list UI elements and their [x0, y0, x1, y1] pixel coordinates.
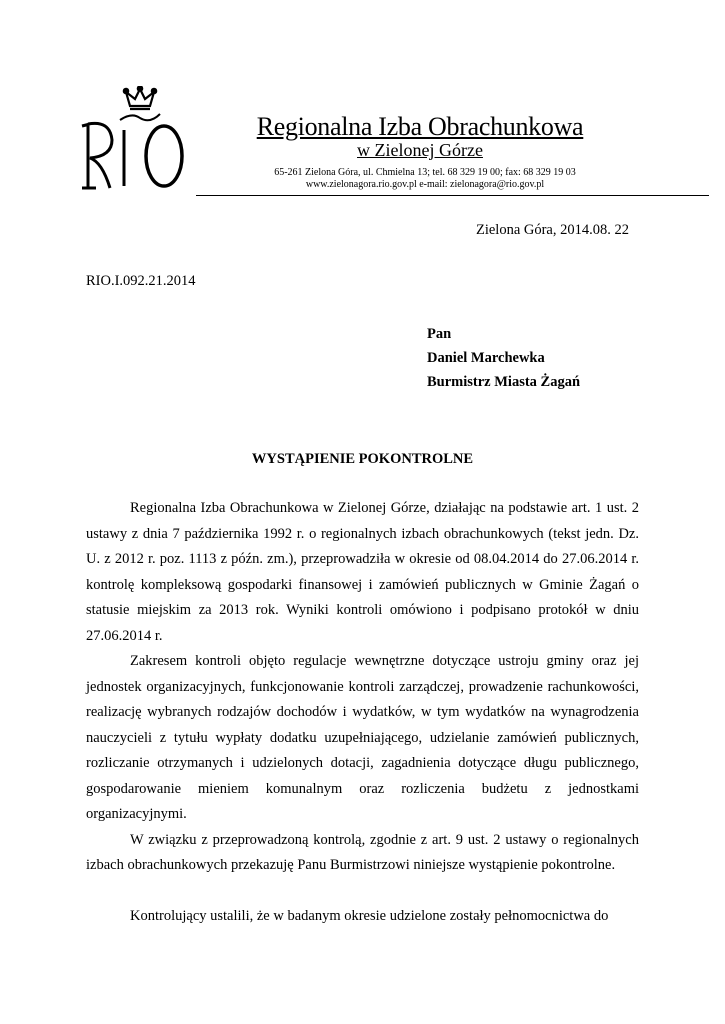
- org-contact: [240, 167, 610, 191]
- body-paragraph: Kontrolujący ustalili, że w badanym okresie udzielone zostały pełnomocnictwa do: [130, 907, 609, 924]
- addressee-line: Daniel Marchewka: [427, 350, 545, 366]
- addressee-line: Pan: [427, 326, 452, 342]
- addressee-line: Burmistrz Miasta Żagań: [427, 374, 581, 390]
- org-name: Regionalna Izba Obrachunkowa: [256, 112, 584, 141]
- web-line: www.zielonagora.rio.gov.pl e-mail: zielonagora@rio.gov.pl: [305, 179, 545, 190]
- addressee-block: [427, 322, 580, 394]
- letter-body: [86, 496, 639, 929]
- letter-date: Zielona Góra, 2014.08. 22: [475, 222, 629, 238]
- reference-number: RIO.I.092.21.2014: [86, 273, 196, 289]
- document-title: WYSTĄPIENIE POKONTROLNE: [251, 451, 474, 467]
- body-paragraph: Regionalna Izba Obrachunkowa w Zielonej Górze, działając na podstawie art. 1 ust. 2 ustawy z dnia 7 października 1992 r. o regionalnych izbach obrachunkowych (tekst jedn. Dz. U. z 2012 r. poz. 1113 z późn. zm.), przeprowadziła w okresie od 08.04.2014 do 27.06.2014 r. kontrolę kompleksową gospodarki finansowej i zamówień publicznych w Gminie Żagań o statusie miejskim za 2013 rok. Wyniki kontroli omówiono i podpisano protokół w dniu 27.06.2014 r.: [86, 500, 639, 644]
- address-line: 65-261 Zielona Góra, ul. Chmielna 13; tel. 68 329 19 00; fax: 68 329 19 03: [274, 167, 576, 178]
- rio-logo: [80, 86, 195, 194]
- body-paragraph: W związku z przeprowadzoną kontrolą, zgodnie z art. 9 ust. 2 ustawy o regionalnych izbach obrachunkowych przekazuję Panu Burmistrzowi niniejsze wystąpienie pokontrolne.: [86, 831, 639, 873]
- header-divider: [196, 195, 709, 196]
- crown-icon: [124, 86, 156, 109]
- org-subtitle: w Zielonej Górze: [357, 140, 483, 160]
- body-paragraph: Zakresem kontroli objęto regulacje wewnętrzne dotyczące ustroju gminy oraz jej jednostek organizacyjnych, funkcjonowanie kontroli zarządczej, prowadzenie rachunkowości, realizację wybranych rodzajów dochodów i wydatków, w tym wydatków na wynagrodzenia nauczycieli z tytułu wypłaty dodatku uzupełniającego, udzielanie zamówień publicznych, rozliczanie otrzymanych i udzielonych dotacji, zagadnienia dotyczące długu publicznego, gospodarowanie mieniem komunalnym oraz rozliczenia budżetu z jednostkami organizacyjnymi.: [86, 653, 639, 822]
